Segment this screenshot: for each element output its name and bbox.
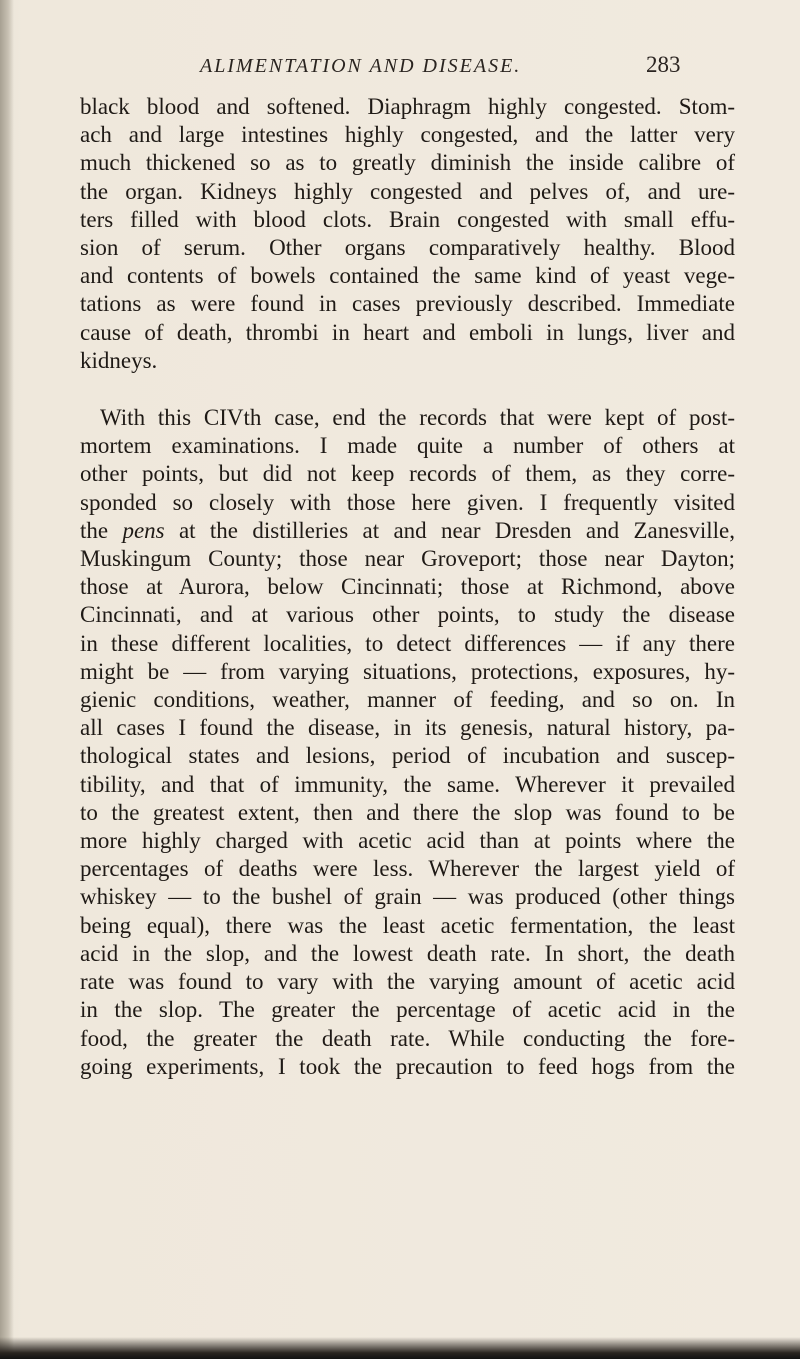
page-number: 283 (646, 52, 681, 77)
text-line: Cincinnati, and at various other points, to study the disease (80, 602, 735, 628)
emphasis-prefix: the (80, 517, 123, 543)
text-line: the organ. Kidneys highly congested and pelves of, and ure- (80, 178, 735, 204)
text-line: in these different localities, to detect differences — if any there (80, 630, 735, 656)
paragraph-gap (80, 375, 735, 404)
text-line: ach and large intestines highly congested, and the latter very (80, 122, 735, 148)
text-line: cause of death, thrombi in heart and emboli in lungs, liver and (80, 319, 735, 345)
emphasis-word: pens (122, 517, 165, 543)
text-line: kidneys. (80, 347, 158, 373)
running-head (0, 46, 800, 86)
text-line: to the greatest extent, then and there the slop was found to be (80, 799, 735, 825)
text-line: acid in the slop, and the lowest death rate. In short, the death (80, 940, 735, 966)
text-line: those at Aurora, below Cincinnati; those at Richmond, above (80, 574, 735, 600)
text-line: percentages of deaths were less. Wherever the largest yield of (80, 856, 735, 882)
page-spine-shadow (0, 0, 14, 1359)
text-line: gienic conditions, weather, manner of feeding, and so on. In (80, 687, 735, 713)
text-line-indented (80, 404, 735, 432)
text-line: sion of serum. Other organs comparatively healthy. Blood (80, 235, 735, 261)
text-line-with-emphasis (80, 517, 735, 545)
text-line: rate was found to vary with the varying amount of acetic acid (80, 969, 735, 995)
text-line: tations as were found in cases previously described. Immediate (80, 291, 735, 317)
body-text (80, 93, 735, 1081)
text-line-content: With this CIVth case, end the records that were kept of post- (100, 405, 735, 431)
text-line: Muskingum County; those near Groveport; those near Dayton; (80, 546, 735, 572)
text-line: and contents of bowels contained the same kind of yeast vege- (80, 263, 735, 289)
paragraph-post-mortem-records (80, 404, 735, 1081)
text-line: going experiments, I took the precaution to feed hogs from the (80, 1053, 735, 1079)
text-line: ters filled with blood clots. Brain congested with small effu- (80, 206, 735, 232)
emphasis-suffix: at the distilleries at and near Dresden and Zanesville, (164, 517, 735, 543)
text-line: all cases I found the disease, in its genesis, natural history, pa- (80, 715, 735, 741)
text-line: more highly charged with acetic acid than at points where the (80, 828, 735, 854)
text-line: being equal), there was the least acetic fermentation, the least (80, 912, 735, 938)
text-line: tibility, and that of immunity, the same. Wherever it prevailed (80, 771, 735, 797)
paragraph-autopsy-findings (80, 93, 735, 375)
text-line: sponded so closely with those here given. I frequently visited (80, 489, 735, 515)
text-line: much thickened so as to greatly diminish the inside calibre of (80, 150, 735, 176)
page-bottom-shadow (0, 1337, 800, 1359)
running-head-title: ALIMENTATION AND DISEASE. (200, 55, 522, 77)
text-line: whiskey — to the bushel of grain — was produced (other things (80, 884, 735, 910)
text-line: mortem examinations. I made quite a number of others at (80, 433, 735, 459)
text-line: black blood and softened. Diaphragm highly congested. Stom- (80, 94, 735, 119)
text-line: might be — from varying situations, protections, exposures, hy- (80, 658, 735, 684)
text-line: thological states and lesions, period of incubation and suscep- (80, 743, 735, 769)
text-line: in the slop. The greater the percentage of acetic acid in the (80, 997, 735, 1023)
text-line: other points, but did not keep records of them, as they corre- (80, 461, 735, 487)
text-line: food, the greater the death rate. While conducting the fore- (80, 1025, 735, 1051)
